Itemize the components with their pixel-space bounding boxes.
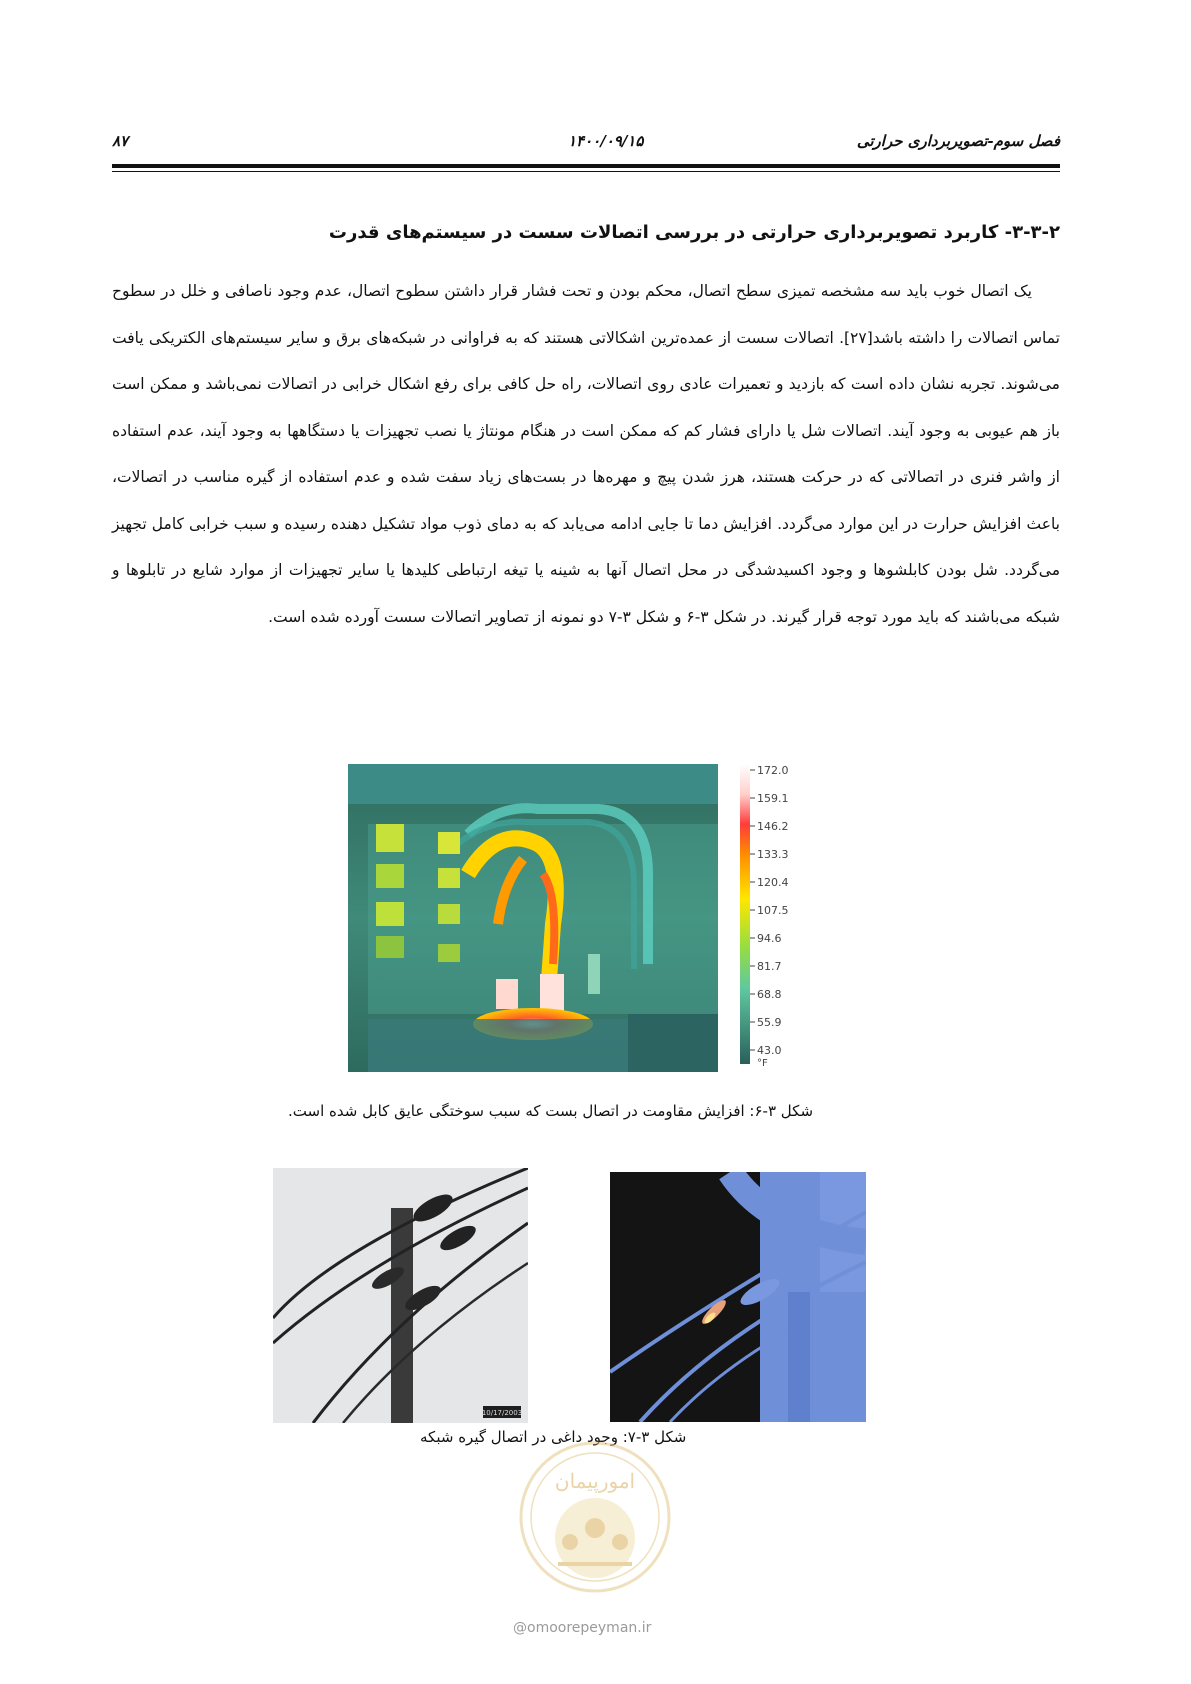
scale-tick-label: 43.0 (757, 1044, 782, 1057)
scale-tick-label: 107.5 (757, 904, 789, 917)
scale-tick-label: 172.0 (757, 764, 789, 777)
color-scale-bar (740, 764, 810, 1072)
header-rule-thin (112, 171, 1060, 172)
page-number: ۸۷ (112, 132, 129, 150)
scale-tick-label: 81.7 (757, 960, 782, 973)
scale-tick-label: 94.6 (757, 932, 782, 945)
scale-tick-label: 159.1 (757, 792, 789, 805)
power-pole-photo (273, 1168, 528, 1423)
scale-tick-label: 120.4 (757, 876, 789, 889)
header-date: ۱۴۰۰/۰۹/۱۵ (568, 132, 644, 150)
figure-7-caption: شکل ۳-۷: وجود داغی در اتصال گیره شبکه (420, 1428, 687, 1446)
temperature-scale (740, 764, 810, 1072)
power-pole-thermal (610, 1172, 866, 1422)
scale-tick-label: 146.2 (757, 820, 789, 833)
scale-unit-label: °F (757, 1058, 768, 1069)
scale-tick-label: 55.9 (757, 1016, 782, 1029)
page-header (112, 128, 1060, 150)
chapter-title: فصل سوم-تصویربرداری حرارتی (856, 132, 1060, 150)
scale-tick-label: 68.8 (757, 988, 782, 1001)
body-paragraph-block (112, 268, 1060, 640)
figure-6-caption: شکل ۳-۶: افزایش مقاومت در اتصال بست که سبب سوختگی عایق کابل شده است. (288, 1102, 814, 1120)
scale-ticks (750, 764, 789, 1069)
photo-date-label: 10/17/2003 (481, 1409, 523, 1417)
watermark-logo (518, 1440, 672, 1594)
body-paragraph: یک اتصال خوب باید سه مشخصه تمیزی سطح اتصال، محکم بودن و تحت فشار قرار داشتن سطوح اتصال، عدم وجود ناصافی و خلل در سطوح تماس اتصالات را داشته باشد[۲۷]. اتصالات سست از عمده‌ترین اشکالاتی هستند که به فراوانی در شبکه‌های برق و سایر سیستم‌های الکتریکی یافت می‌شوند. تجربه نشان داده است که بازدید و تعمیرات عادی روی اتصالات، راه حل کافی برای رفع اشکال خرابی در اتصالات نمی‌باشد و ممکن است باز هم عیوبی به وجود آیند. اتصالات شل یا دارای فشار کم که ممکن است در هنگام مونتاژ یا نصب تجهیزات یا دستگاهها به وجود آیند، عدم استفاده از واشر فنری در اتصالاتی که در حرکت هستند، هرز شدن پیچ و مهره‌ها در بست‌های زیاد سفت شده و عدم استفاده از گیره مناسب در اتصالات، باعث افزایش حرارت در این موارد می‌گردد. افزایش دما تا جایی ادامه می‌یابد که به دمای ذوب مواد تشکیل دهنده رسیده و سبب خرابی کامل تجهیز می‌گردد. شل بودن کابلشوها و وجود اکسیدشدگی در محل اتصال آنها به شینه یا تیغه ارتباطی کلیدها یا سایر تجهیزات از موارد شایع در تابلوها و شبکه می‌باشند که باید مورد توجه قرار گیرند. در شکل ۳-۶ و شکل ۳-۷ دو نمونه از تصاویر اتصالات سست آورده شده است. (112, 282, 1060, 626)
watermark-logo-text: امورپیمان (554, 1469, 636, 1493)
scale-tick-label: 133.3 (757, 848, 789, 861)
thermal-image-connector (348, 764, 718, 1072)
section-heading: ۳-۳-۲- کاربرد تصویربرداری حرارتی در بررسی اتصالات سست در سیستم‌های قدرت (328, 222, 1060, 243)
watermark-url: @omoorepeyman.ir (513, 1620, 652, 1636)
header-rule-thick (112, 164, 1060, 168)
